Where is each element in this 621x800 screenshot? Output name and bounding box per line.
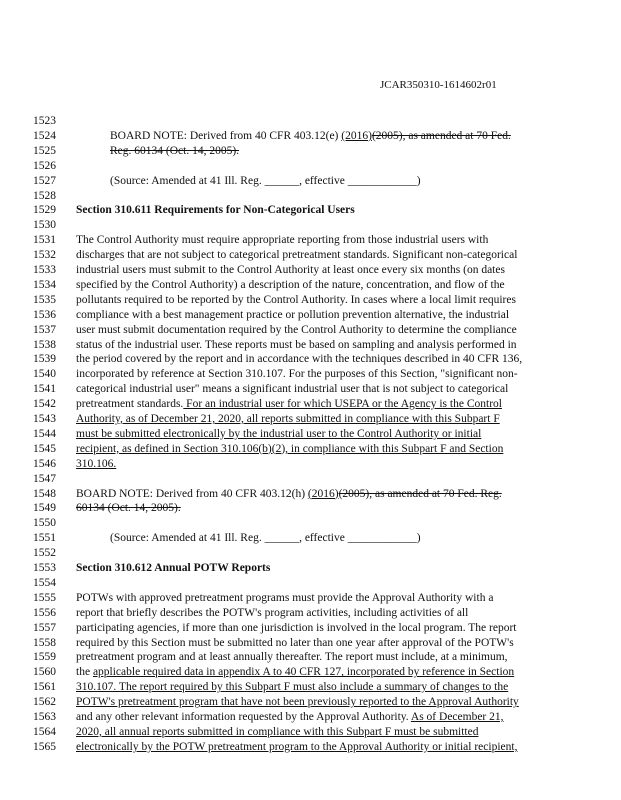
text-segment: required by this Section must be submitted no later than one year after approval of the POTW's [76, 636, 514, 649]
line-number: 1528 [33, 189, 56, 202]
document-line [0, 606, 621, 621]
text-segment: discharges that are not subject to categorical pretreatment standards. Significant non-categorical [76, 249, 518, 262]
text-segment: categorical industrial user" means a significant industrial user that is not subject to categorical [76, 383, 509, 396]
line-number: 1541 [33, 383, 56, 396]
line-number: 1525 [33, 144, 56, 157]
document-line [0, 531, 621, 546]
line-number: 1550 [33, 517, 56, 530]
line-number: 1551 [33, 532, 56, 545]
line-text [76, 636, 514, 651]
inserted-text: electronically by the POTW pretreatment program to the Approval Authority or initial recipient, [76, 740, 518, 753]
line-text [76, 442, 503, 457]
line-text [76, 248, 517, 263]
line-number: 1535 [33, 293, 56, 306]
inserted-text: recipient, as defined in Section 310.106(b)(2), in compliance with this Subpart F and Section [76, 442, 504, 455]
line-text [76, 650, 508, 665]
inserted-text: 2020, all annual reports submitted in compliance with this Subpart F must be submitted [76, 725, 479, 738]
line-number: 1543 [33, 413, 56, 425]
line-number: 1564 [33, 725, 56, 738]
line-number: 1555 [33, 591, 56, 604]
line-text [76, 740, 517, 755]
inserted-text: For an industrial user for which USEPA or the Agency is the Control [183, 398, 502, 411]
text-segment: user must submit documentation required by the Control Authority to determine the compliance [76, 323, 517, 336]
line-number: 1556 [33, 606, 56, 619]
line-text [76, 665, 514, 680]
line-number: 1536 [33, 308, 56, 321]
line-number: 1548 [33, 487, 56, 500]
line-text [76, 621, 517, 636]
line-number: 1527 [33, 174, 56, 187]
document-line [0, 457, 621, 472]
line-text [76, 382, 508, 397]
text-segment: pretreatment standards. [76, 398, 184, 411]
document-line [0, 189, 621, 204]
line-number: 1549 [33, 502, 56, 515]
line-number: 1557 [33, 621, 56, 634]
line-number: 1565 [33, 740, 56, 753]
inserted-text: must be submitted electronically by the industrial user to the Control Authority or initial [76, 427, 482, 440]
line-number: 1542 [33, 398, 56, 411]
document-line [0, 695, 621, 710]
section-heading: Section 310.611 Requirements for Non-Categorical Users [76, 204, 355, 217]
line-number: 1533 [33, 264, 56, 276]
line-number: 1545 [33, 442, 56, 455]
deleted-text: 60134 (Oct. 14, 2005). [76, 502, 181, 515]
text-segment: industrial users must submit to the Control Authority at least once every six months (on dates [76, 264, 505, 276]
document-line [0, 636, 621, 651]
text-segment: participating agencies, if more than one jurisdiction is involved in the local program. The report [76, 621, 517, 634]
document-line [0, 665, 621, 680]
line-text [76, 487, 502, 502]
line-number: 1534 [33, 278, 56, 291]
document-line [0, 576, 621, 591]
line-text [76, 278, 505, 293]
deleted-text: (2005), as amended at 70 Fed. Reg. [338, 487, 502, 500]
inserted-text: 310.106. [76, 457, 117, 470]
document-line [0, 114, 621, 129]
line-number: 1544 [33, 427, 56, 440]
document-line [0, 442, 621, 457]
line-number: 1529 [33, 204, 56, 217]
line-text [110, 174, 421, 189]
document-line [0, 129, 621, 144]
text-segment: and any other relevant information requested by the Approval Authority. [76, 711, 411, 723]
text-segment: BOARD NOTE: Derived from 40 CFR 403.12(e) [110, 129, 342, 142]
document-line [0, 487, 621, 502]
line-text [76, 427, 481, 442]
text-segment: compliance with a best management practice or pollution prevention alternative, the industrial [76, 308, 510, 321]
text-segment: BOARD NOTE: Derived from 40 CFR 403.12(h) [76, 487, 308, 500]
line-text [76, 710, 504, 725]
line-number: 1558 [33, 636, 56, 649]
text-segment: the period covered by the report and in accordance with the techniques described in 40 CFR 136, [76, 353, 523, 366]
line-text [110, 144, 239, 159]
inserted-text: Authority, as of December 21, 2020, all reports submitted in compliance with this Subpart F [76, 413, 500, 425]
document-line [0, 740, 621, 755]
line-text [76, 263, 505, 278]
line-number: 1554 [33, 576, 56, 589]
document-line [0, 516, 621, 531]
line-text [76, 561, 270, 576]
line-text [76, 293, 516, 308]
document-line [0, 174, 621, 189]
line-number: 1537 [33, 323, 56, 336]
line-text [76, 606, 468, 621]
document-line [0, 144, 621, 159]
document-line [0, 546, 621, 561]
line-number: 1562 [33, 696, 56, 709]
document-header: JCAR350310-1614602r01 [380, 79, 497, 91]
document-line [0, 680, 621, 695]
line-text [76, 338, 517, 353]
document-line [0, 278, 621, 293]
document-line [0, 159, 621, 174]
document-line [0, 352, 621, 367]
document-line [0, 248, 621, 263]
document-line [0, 218, 621, 233]
document-line [0, 367, 621, 382]
document-line [0, 382, 621, 397]
document-line [0, 203, 621, 218]
text-segment: pollutants required to be reported by the Control Authority. In cases where a local limit requires [76, 293, 516, 306]
document-line [0, 650, 621, 665]
inserted-text: 310.107. The report required by this Subpart F must also include a summary of changes to the [76, 681, 509, 694]
line-number: 1540 [33, 368, 56, 381]
line-text [76, 457, 116, 472]
document-line [0, 233, 621, 248]
deleted-text: Reg. 60134 (Oct. 14, 2005). [110, 144, 240, 157]
line-text [76, 203, 355, 218]
line-number: 1526 [33, 159, 56, 172]
line-number: 1547 [33, 472, 56, 485]
document-line [0, 427, 621, 442]
line-text [76, 397, 502, 412]
line-text [76, 367, 518, 382]
line-number: 1563 [33, 711, 56, 723]
text-segment: (Source: Amended at 41 Ill. Reg. ______, effective ____________) [110, 532, 421, 545]
document-line [0, 501, 621, 516]
document-line [0, 591, 621, 606]
line-text [76, 412, 500, 427]
line-text [76, 501, 181, 516]
inserted-text: applicable required data in appendix A to 40 CFR 127, incorporated by reference in Section [92, 666, 515, 679]
document-line [0, 412, 621, 427]
document-line [0, 621, 621, 636]
document-line [0, 397, 621, 412]
line-text [110, 531, 421, 546]
line-number: 1552 [33, 547, 56, 560]
text-segment: incorporated by reference at Section 310.107. For the purposes of this Section, "significant non- [76, 368, 518, 381]
text-segment: The Control Authority must require appropriate reporting from those industrial users with [76, 234, 489, 247]
text-segment: specified by the Control Authority) a description of the nature, concentration, and flow of the [76, 278, 505, 291]
inserted-text: As of December 21, [410, 711, 504, 723]
line-number: 1532 [33, 249, 56, 262]
line-number: 1530 [33, 219, 56, 232]
line-text [76, 725, 478, 740]
document-line [0, 323, 621, 338]
text-segment: status of the industrial user. These reports must be based on sampling and analysis performed in [76, 338, 517, 351]
text-segment: POTWs with approved pretreatment programs must provide the Approval Authority with a [76, 591, 494, 604]
text-segment: pretreatment program and at least annually thereafter. The report must include, at a minimum, [76, 651, 508, 664]
line-text [76, 695, 519, 710]
line-text [76, 323, 517, 338]
document-line [0, 308, 621, 323]
line-number: 1523 [33, 115, 56, 127]
line-text [76, 352, 522, 367]
line-number: 1524 [33, 129, 56, 142]
document-line [0, 561, 621, 576]
line-text [110, 129, 511, 144]
text-segment: report that briefly describes the POTW's program activities, including activities of all [76, 606, 469, 619]
line-number: 1560 [33, 666, 56, 679]
line-number: 1539 [33, 353, 56, 366]
inserted-text: POTW's pretreatment program that have not been previously reported to the Approval Authority [76, 696, 519, 709]
line-number: 1531 [33, 234, 56, 247]
text-segment: (Source: Amended at 41 Ill. Reg. ______, effective ____________) [110, 174, 421, 187]
line-number: 1561 [33, 681, 56, 694]
line-text [76, 680, 508, 695]
line-text [76, 591, 493, 606]
line-text [76, 308, 509, 323]
document-line [0, 725, 621, 740]
inserted-text: (2016) [341, 129, 372, 142]
inserted-text: (2016) [307, 487, 339, 500]
document-line [0, 263, 621, 278]
document-line [0, 293, 621, 308]
line-number: 1559 [33, 651, 56, 664]
line-text [76, 233, 488, 248]
line-number: 1538 [33, 338, 56, 351]
document-line [0, 472, 621, 487]
line-number: 1546 [33, 457, 56, 470]
line-number: 1553 [33, 562, 56, 574]
section-heading: Section 310.612 Annual POTW Reports [76, 562, 271, 574]
document-line [0, 710, 621, 725]
text-segment: the [76, 666, 93, 679]
deleted-text: (2005), as amended at 70 Fed. [371, 129, 511, 142]
document-line [0, 338, 621, 353]
